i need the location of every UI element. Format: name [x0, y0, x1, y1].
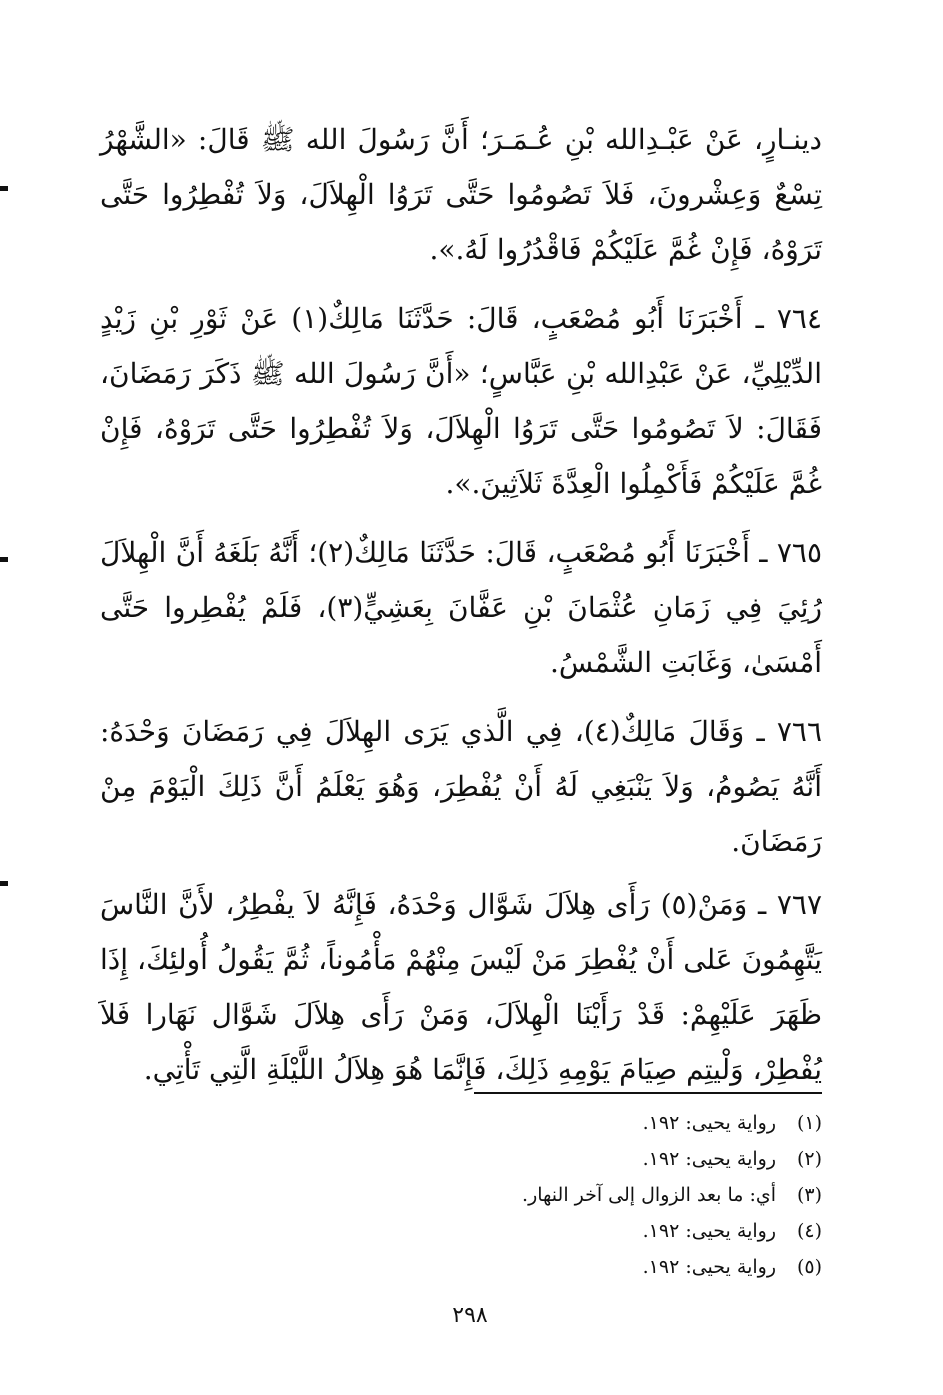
footnote [420, 1249, 822, 1285]
page-number: ٢٩٨ [452, 1303, 488, 1328]
footnote [420, 1141, 822, 1177]
footnote-text: رواية يحيى: ١٩٢. [642, 1148, 776, 1170]
footnote-number: (٥) [796, 1256, 822, 1278]
footnote-number: (٢) [796, 1148, 822, 1170]
margin-mark [0, 186, 8, 191]
footnote [420, 1213, 822, 1249]
footnote [420, 1105, 822, 1141]
main-text [100, 112, 822, 1097]
paragraph-767: ٧٦٧ ـ وَمَنْ(٥) رَأَى هِلاَلَ شَوَّال وَحْدَهُ، فَإِنَّهُ لاَ يفْطِرُ، لأَنَّ النَّاسَ يَتَّهِمُونَ عَلى أَنْ يُفْطِرَ مَنْ لَيْسَ مِنْهُمْ مَأْمُوناً، ثُمَّ يَقُولُ أُولئِكَ، إِذَا ظَهَرَ عَلَيْهِمْ: قَدْ رَأَيْنَا الْهِلاَلَ، وَمَنْ رَأَى هِلاَلَ شَوَّال نَهَارا فَلاَ يُفْطِرْ، وَلْيتِم صِيَامَ يَوْمِهِ ذَلِكَ، فَإِنَّمَا هُوَ هِلاَلُ اللَّيْلَةِ الَّتِي تَأْتِي. [100, 888, 822, 1086]
paragraph-continuation: دينـارٍ، عَنْ عَبْـدِالله بْنِ عُـمَـرَ؛ أَنَّ رَسُولَ الله ﷺ قَالَ: «الشَّهْرُ تِسْعٌ وَعِشْرونَ، فَلاَ تَصُومُوا حَتَّى تَرَوُا الْهِلاَلَ، وَلاَ تُفْطِرُوا حَتَّى تَرَوْهُ، فَإِنْ غُمَّ عَلَيْكُمْ فَاقْدُرُوا لَهُ.». [100, 123, 823, 266]
footnote-text: أي: ما بعد الزوال إلى آخر النهار. [522, 1184, 776, 1206]
margin-mark [0, 881, 8, 886]
footnote-divider [474, 1092, 822, 1094]
footnote-number: (١) [796, 1112, 822, 1134]
footnotes [420, 1105, 822, 1285]
paragraph-764: ٧٦٤ ـ أَخْبَرَنَا أَبُو مُصْعَبٍ، قَالَ: حَدَّثَنَا مَالِكٌ(١) عَنْ ثَوْرِ بْنِ زَيْدٍ الدِّيْلِيِّ، عَنْ عَبْدِالله بْنِ عَبَّاسٍ؛ «أَنَّ رَسُولَ الله ﷺ ذَكَرَ رَمَضَانَ، فَقَالَ: لاَ تَصُومُوا حَتَّى تَرَوُا الْهِلاَلَ، وَلاَ تُفْطِرُوا حَتَّى تَرَوْهُ، فَإِنْ غُمَّ عَلَيْكُمْ فَأَكْمِلُوا الْعِدَّةَ ثَلاَثِينَ.». [100, 302, 822, 500]
margin-mark [0, 557, 8, 562]
footnote-text: رواية يحيى: ١٩٢. [642, 1220, 776, 1242]
paragraph-766: ٧٦٦ ـ وَقَالَ مَالِكٌ(٤)، فِي الَّذي يَرَى الهِلاَلَ فِي رَمَضَانَ وَحْدَهُ: أَنَّهُ يَصُومُ، وَلاَ يَنْبَغِي لَهُ أَنْ يُفْطِرَ، وَهُوَ يَعْلَمُ أَنَّ ذَلِكَ الْيَوْمَ مِنْ رَمَضَانَ. [100, 715, 822, 858]
footnote-text: رواية يحيى: ١٩٢. [642, 1112, 776, 1134]
footnote-number: (٤) [796, 1220, 822, 1242]
footnote [420, 1177, 822, 1213]
footnote-text: رواية يحيى: ١٩٢. [642, 1256, 776, 1278]
footnote-number: (٣) [796, 1184, 822, 1206]
paragraph-765: ٧٦٥ ـ أَخْبَرَنَا أَبُو مُصْعَبٍ، قَالَ: حَدَّثَنَا مَالِكٌ(٢)؛ أَنَّهُ بَلَغَهُ أَنَّ الْهِلاَلَ رُئِيَ فِي زَمَانِ عُثْمَانَ بْنِ عَفَّانَ بِعَشِيٍّ(٣)، فَلَمْ يُفْطِروا حَتَّى أَمْسَىٰ، وَغَابَتِ الشَّمْسُ. [100, 536, 823, 679]
